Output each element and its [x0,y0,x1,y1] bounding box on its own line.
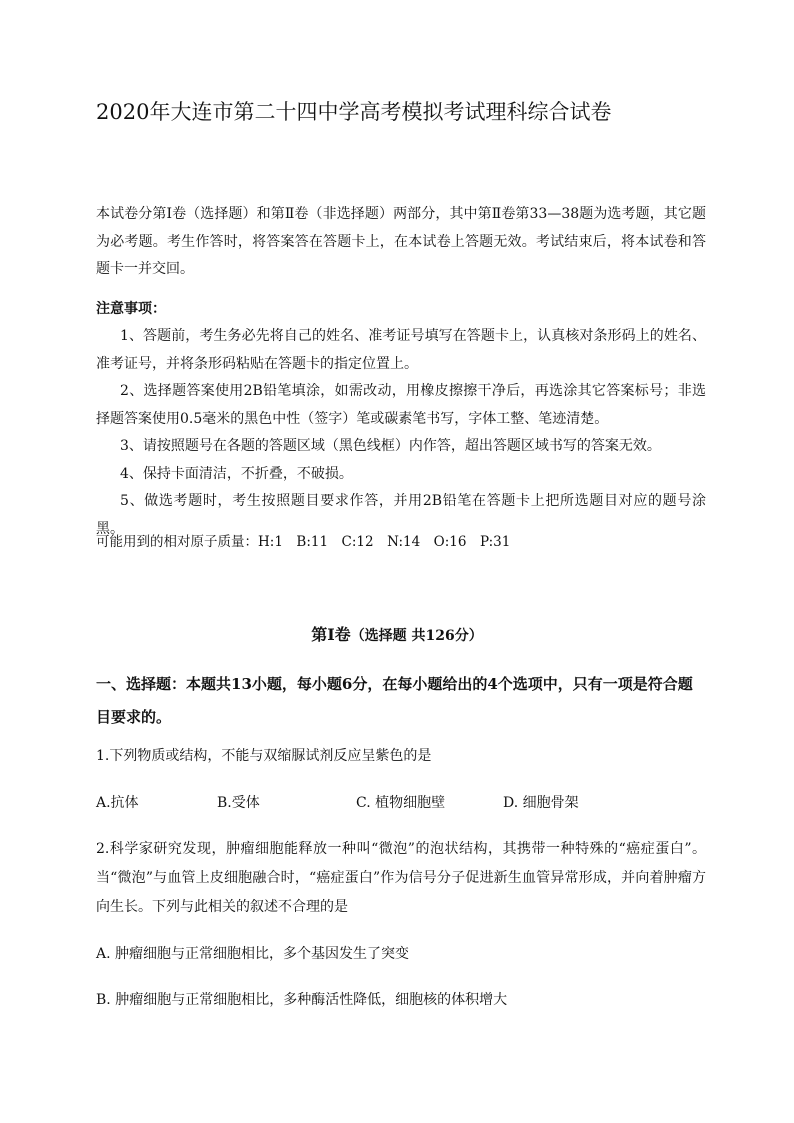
notice-item: 5、做选考题时，考生按照题目要求作答，并用2B铅笔在答题卡上把所选题目对应的题号涂黑。 [96,493,706,537]
exam-intro: 本试卷分第Ⅰ卷（选择题）和第Ⅱ卷（非选择题）两部分，其中第Ⅱ卷第33—38题为选考题，其它题为必考题。考生作答时，将答案答在答题卡上，在本试卷上答题无效。考试结束后，将本试卷和答题卡一并交回。 [96,206,706,277]
exam-title: 2020年大连市第二十四中学高考模拟考试理科综合试卷 [96,100,612,124]
question-1-option-c: C. 植物细胞壁 [356,795,446,811]
question-1-option-a: A.抗体 [96,795,139,811]
question-1-option-d: D. 细胞骨架 [503,795,579,811]
section-title-main: 第Ⅰ卷 [311,625,351,644]
notice-heading: 注意事项： [96,301,166,317]
question-2-option-b: B. 肿瘤细胞与正常细胞相比，多种酶活性降低，细胞核的体积增大 [96,992,508,1008]
atomic-masses: 可能用到的相对原子质量：H:1 B:11 C:12 N:14 O:16 P:31 [96,534,511,550]
question-1-stem: 1.下列物质或结构，不能与双缩脲试剂反应呈紫色的是 [96,748,432,764]
section-title [0,622,794,645]
notice-item: 3、请按照题号在各题的答题区域（黑色线框）内作答，超出答题区域书写的答案无效。 [120,438,661,454]
part-one-heading: 一、选择题：本题共13小题，每小题6分，在每小题给出的4个选项中，只有一项是符合题目要求的。 [96,675,693,726]
notice-item: 1、答题前，考生务必先将自己的姓名、准考证号填写在答题卡上，认真核对条形码上的姓名、准考证号，并将条形码粘贴在答题卡的指定位置上。 [96,328,706,372]
question-2-option-a: A. 肿瘤细胞与正常细胞相比，多个基因发生了突变 [96,946,410,962]
question-1-options [96,792,716,816]
question-1-option-b: B.受体 [217,795,260,811]
question-2-stem: 2.科学家研究发现，肿瘤细胞能释放一种叫“微泡”的泡状结构，其携带一种特殊的“癌症蛋白”。当“微泡”与血管上皮细胞融合时，“癌症蛋白”作为信号分子促进新生血管异常形成，并向着肿瘤方向生长。下列与此相关的叙述不合理的是 [96,841,706,915]
section-title-sub: （选择题 共126分） [350,628,483,644]
notice-item: 2、选择题答案使用2B铅笔填涂，如需改动，用橡皮擦擦干净后，再选涂其它答案标号；非选择题答案使用0.5毫米的黑色中性（签字）笔或碳素笔书写，字体工整、笔迹清楚。 [96,383,706,427]
notice-list [96,323,706,543]
notice-item: 4、保持卡面清洁，不折叠，不破损。 [120,465,353,482]
